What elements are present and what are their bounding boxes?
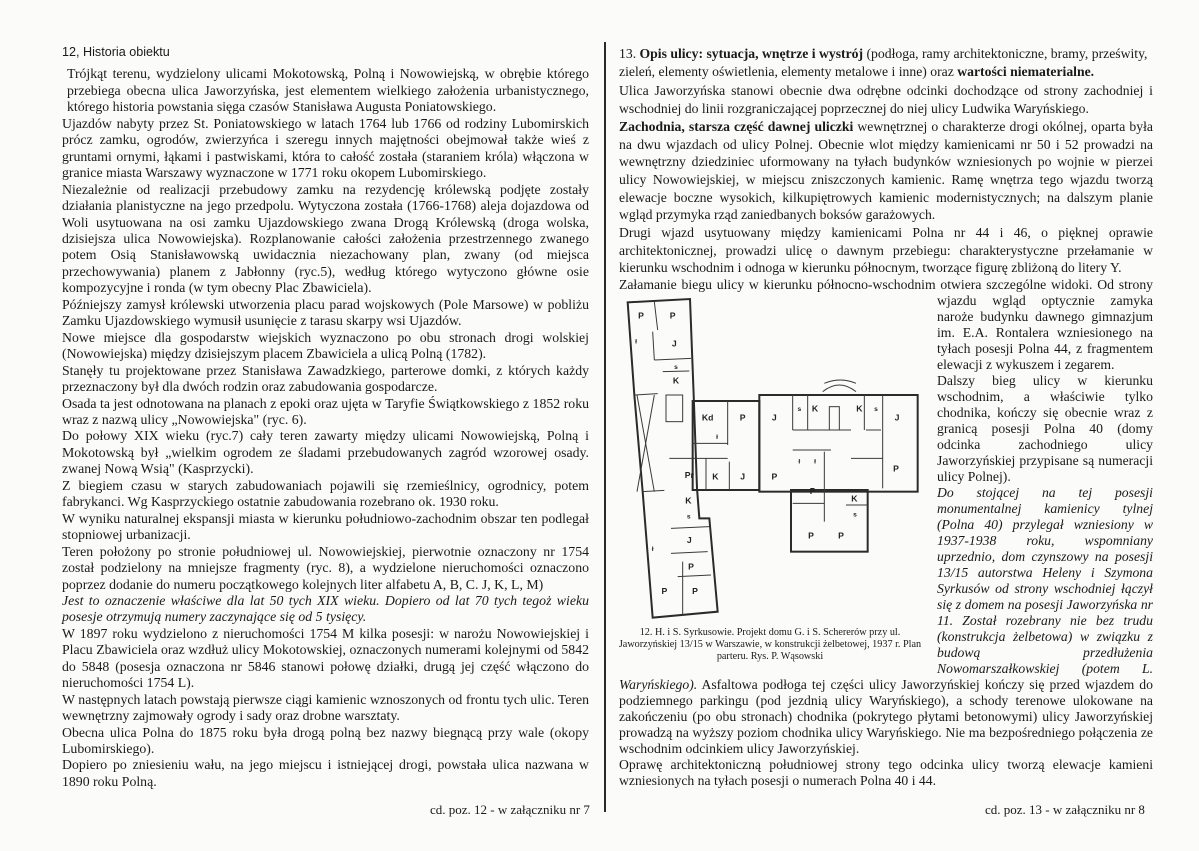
section-12-history [62, 44, 589, 790]
heading-bold: Opis ulicy: sytuacja, wnętrze i wystrój [639, 46, 864, 61]
heading-number: 13. [619, 46, 640, 61]
italic-passage: Do stojącej na tej posesji monumentalnej kamienicy tylnej (Polna 40) przylegał wzniesiony w 1937-1938 roku, wspomniany uprzednio, dom czynszowy na posesji 13/15 autorstwa Heleny i Szymona Syrkusów od strony wschodniej łączył się z domem na posesji Jaworzyńska nr 11. Został rozebrany nie bez trudu (konstrukcja żelbetowa) w związku z budową przedłużenia Nowomarszałkowskiej (potem L. Waryńskiego). [619, 485, 1153, 693]
paragraph: W wyniku naturalnej ekspansji miasta w kierunku południowo-zachodnim obszar ten podlegał stopniowej urbanizacji. [62, 510, 589, 543]
paragraph-italic [62, 593, 589, 626]
paragraph: Drugi wjazd usytuowany między kamienicami Polna nr 44 i 46, o pięknej oprawie architektonicznej, prowadzi ulicę o dawnym przebiegu: charakterystyczne przełamanie w kierunku wschodnim i odnoga w kierunku północnym, tworzące figurę zbliżoną do litery Y. [619, 225, 1153, 276]
room-label: s [797, 406, 802, 414]
room-label: P [661, 586, 668, 597]
room-label: ł [716, 434, 718, 442]
room-label: K [851, 493, 858, 504]
room-label: P [771, 471, 778, 482]
room-label: ł [814, 458, 816, 466]
room-label: K [712, 471, 719, 482]
floor-plan-figure [611, 295, 929, 663]
room-label: s [853, 511, 857, 519]
paragraph: Późniejszy zamysł królewski utworzenia placu parad wojskowych (Pole Marsowe) w pobliżu Zamku Ujazdowskiego wymusił usunięcie z tarasu skarpy wsi Ujazdów. [62, 296, 589, 329]
heading-text: (podłoga, ramy architektoniczne, bramy, prześwity, zieleń, elementy oświetlenia, elementy metalowe i inne) oraz [619, 46, 1148, 79]
paragraph: Dalszy bieg ulicy w kierunku wschodnim, a właściwie tylko chodnika, kończy się obecnie wraz z granicą posesji Polna 40 (domy odcinka zachodniego ulicy Jaworzyńskiej przypisane są numeracji ulicy Polnej). [937, 373, 1153, 485]
room-label: s [874, 406, 878, 414]
paragraph: W następnych latach powstają pierwsze ciągi kamienic wznoszonych od frontu tych ulic. Teren wewnętrzny zajmowały ogrody i sady oraz drobne warsztaty. [62, 691, 589, 724]
paragraph: Teren położony po stronie południowej ul. Nowowiejskiej, pierwotnie oznaczony nr 1754 został podzielony na mniejsze fragmenty (ryc. 8), a wydzielone nieruchomości oznaczono poprzez dodanie do numeru początkowego kolejnych liter alfabetu A, B, C. J, K, L, M) [62, 543, 589, 592]
room-label: ł [651, 546, 654, 554]
paragraph: W 1897 roku wydzielono z nieruchomości 1754 M kilka posesji: w narożu Nowowiejskiej i Placu Zbawiciela oraz wzdłuż ulicy Mokotowskiej, oznaczonych numerami kolejnymi od 5842 do 5848 (posesja oznaczona nr 5846 stanowi połowę działki, drugą jej część włączono do nieruchomości 1754 L). [62, 625, 589, 691]
paragraph-text: wewnętrznej o charakterze drogi okólnej, oparta była na dwu wjazdach od ulicy Polnej. Obecnie wlot między kamienicami nr 50 i 52 prowadzi na wewnętrzny dziedziniec uformowany na tyłach budynków wzniesionych po wojnie w pierzei ulicy Nowowiejskiej, w miejscu zniszczonych kamienic. Ramę wnętrza tego wjazdu tworzą elewacje boczne wysokich, kilkupiętrowych kamienic modernistycznych; na dalszym planie wgląd przymyka rząd zaniedbanych boksów garażowych. [619, 118, 1153, 223]
room-label: J [740, 471, 746, 482]
room-label: P [739, 412, 746, 423]
section-heading: 12, Historia obiektu [62, 45, 170, 59]
paragraph: Ulica Jaworzyńska stanowi obecnie dwa odrębne odcinki dochodzące od strony zachodniej i wschodniej do linii rozgraniczającej poprzecznej do niej ulicy Ludwika Waryńskiego. [619, 83, 1153, 117]
paragraph: Dopiero po zniesieniu wału, na jego miejscu i istniejącej drogi, powstała ulica nazwana w 1890 roku Polną. [62, 757, 589, 789]
room-label: s [674, 364, 678, 372]
paragraph: Ujazdów nabyty przez St. Poniatowskiego w latach 1764 lub 1766 od rodziny Lubomirskich prócz zamku, ogrodów, zwierzyńca i szeregu innych majętności obejmował także wieś z gruntami ornymi, łąkami i pastwiskami, która to całość została (staraniem króla) włączona w granice miasta Warszawy wyznaczone w 1771 roku okopem Lubomirskiego. [62, 115, 589, 181]
paragraph [619, 118, 1153, 224]
room-label: J [686, 535, 692, 546]
room-label: P [838, 530, 844, 541]
room-label: P [808, 530, 814, 541]
paragraph-text: Załamanie biegu ulicy w kierunku północno-wschodnim otwiera szczególne widoki. Od [619, 277, 1114, 293]
figure-caption: 12. H. i S. Syrkusowie. Projekt domu G. i S. Schererów przy ul. Jaworzyńskiej 13/15 w Warszawie, w konstrukcji żelbetowej, 1937 r. Plan parteru. Rys. P. Wąsowski [618, 627, 922, 663]
room-label: P [638, 310, 644, 321]
room-label: J [771, 412, 777, 423]
section-heading [619, 45, 1153, 80]
paragraph: Stanęły tu projektowane przez Stanisława Zawadzkiego, parterowe domki, z których każdy przeznaczony był dla dwóch rodzin oraz zabudowania gospodarcze. [62, 362, 589, 395]
room-label: P [669, 310, 676, 321]
paragraph: Z biegiem czasu w starych zabudowaniach pojawili się rzemieślnicy, ogrodnicy, potem fabrykanci. Wg Kasprzyckiego ostatnie zabudowania rozebrano ok. 1930 roku. [62, 477, 589, 510]
room-label: J [671, 338, 677, 349]
italic-note: Jest to oznaczenie właściwe dla lat 50 tych XIX wieku. Dopiero od lat 70 tych tegoż wieku posesje otrzymują numery zaczynające się od 5 tysięcy. [62, 592, 589, 625]
room-label: ł [798, 458, 801, 466]
room-label: K [685, 495, 692, 506]
room-label: P [688, 561, 694, 572]
room-label: K [811, 403, 819, 414]
room-label: P [893, 463, 899, 474]
room-label: ł [635, 338, 637, 346]
paragraph-text: Asfaltowa podłoga tej części ulicy Jaworzyńskiej kończy się przed wjazdem do podziemnego parkingu (pod jezdnią ulicy Waryńskiego), a schody terenowe ulokowane na zakończeniu (po obu stronach) chodnika (pokrytego płytami betonowymi) ulicy Jaworzyńskiej prowadzą na wyższy poziom chodnika ulicy Waryńskiego. Nie ma bezpośredniego połączenia ze wschodnim odcinkiem ulicy Jaworzyńskiej. [619, 677, 1153, 757]
paragraph: Nowe miejsce dla gospodarstw wiejskich wyznaczono po obu stronach drogi wolskiej (Nowowiejska) między dzisiejszym placem Zbawiciela a ulicą Polną (1782). [62, 329, 589, 362]
room-label: s [686, 513, 691, 521]
room-label: Kd [701, 412, 714, 423]
paragraph: Osada ta jest odnotowana na planach z epoki oraz ujęta w Taryfie Świątkowskiego z 1852 roku wraz z nazwą ulicy „Nowowiejska" (ryc. 6). [62, 395, 589, 427]
room-label: P [809, 486, 816, 497]
room-label: P [692, 586, 698, 597]
paragraph: Obecna ulica Polna do 1875 roku była drogą polną bez nazwy biegnącą przy wale (okopy Lubomirskiego). [62, 724, 589, 757]
section-13-street-description [619, 45, 1153, 789]
room-label: K [672, 375, 680, 386]
paragraph-text: strony wjazdu wgląd optycznie zamyka naroże budynku dawnego gimnazjum im. E.A. Rontalera wzniesionego na tyłach posesji Polna 44, z fragmentem elewacji z wykuszem i zegarem. [937, 277, 1154, 373]
continuation-note-left: cd. poz. 12 - w załączniku nr 7 [430, 802, 590, 817]
paragraph: Oprawę architektoniczną południowej strony tego odcinka ulicy tworzą elewacje kamieni wzniesionych na tyłach posesji o numerach Polna 40 i 44. [619, 757, 1153, 789]
continuation-note-right: cd. poz. 13 - w załączniku nr 8 [985, 802, 1145, 817]
heading-bold-end: wartości niematerialne. [957, 63, 1095, 79]
room-label: J [894, 412, 900, 423]
bold-lead: Zachodnia, starsza część dawnej uliczki [619, 118, 854, 134]
column-divider [604, 42, 606, 812]
room-label: Pr [684, 470, 694, 481]
paragraph: Trójkąt terenu, wydzielony ulicami Mokotowską, Polną i Nowowiejską, w obrębie którego przebiega obecna ulica Jaworzyńska, jest elementem wielkiego założenia urbanistycznego, którego historia powstania sięga czasów Stanisława Augusta Poniatowskiego. [67, 66, 589, 115]
room-label: K [856, 403, 863, 414]
paragraph: Niezależnie od realizacji przebudowy zamku na rezydencję królewską podjęte zostały działania planistyczne na jego przedpolu. Wytyczona została (1766-1768) aleja dojazdowa od Woli usytuowana na osi zamku Ujazdowskiego zwana Drogą Królewską (droga wolska, dzisiejsza ulica Nowowiejska). Rozplanowanie całości założenia przestrzennego zwanego potem Osią Stanisławowską uwidacznia niezachowany plan, zwany (od miejsca przechowywania) planem z Jabłonny (ryc.5), według którego wytyczono główne osie kompozycyjne i ronda (w tym obecny Plac Zbawiciela). [62, 181, 589, 296]
floor-plan-drawing [611, 295, 931, 625]
paragraph: Do połowy XIX wieku (ryc.7) cały teren zawarty między ulicami Nowowiejską, Polną i Mokotowską był „wielkim ogrodem ze śladami przebudowanych zagród wzorowej osady. zwanej Nową Wsią" (Kasprzycki). [62, 428, 589, 477]
